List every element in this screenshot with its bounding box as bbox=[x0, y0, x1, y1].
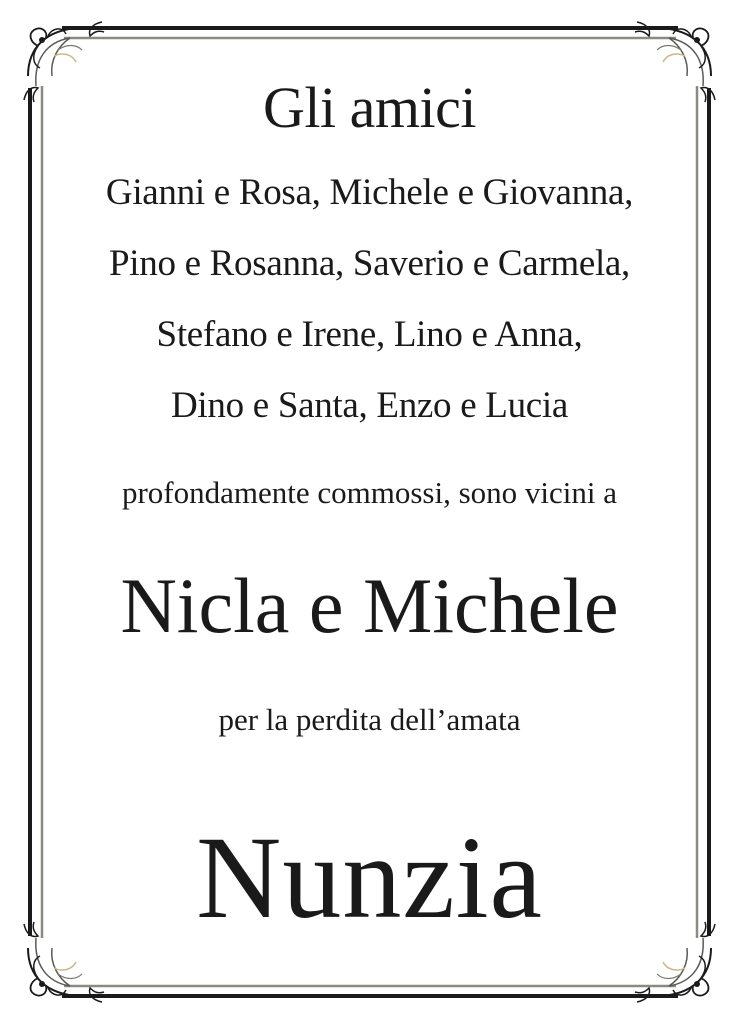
friends-line: Pino e Rosanna, Saverio e Carmela, bbox=[108, 243, 631, 284]
condolence-intro: profondamente commossi, sono vicini a bbox=[121, 475, 618, 510]
friends-line: Dino e Santa, Enzo e Lucia bbox=[171, 385, 568, 426]
loss-phrase: per la perdita dell’amata bbox=[218, 702, 521, 737]
friends-line: Gianni e Rosa, Michele e Giovanna, bbox=[105, 172, 634, 213]
friends-line: Stefano e Irene, Lino e Anna, bbox=[156, 314, 583, 355]
deceased-name: Nunzia bbox=[196, 812, 543, 943]
bereaved-names: Nicla e Michele bbox=[120, 562, 619, 649]
heading: Gli amici bbox=[263, 75, 476, 140]
